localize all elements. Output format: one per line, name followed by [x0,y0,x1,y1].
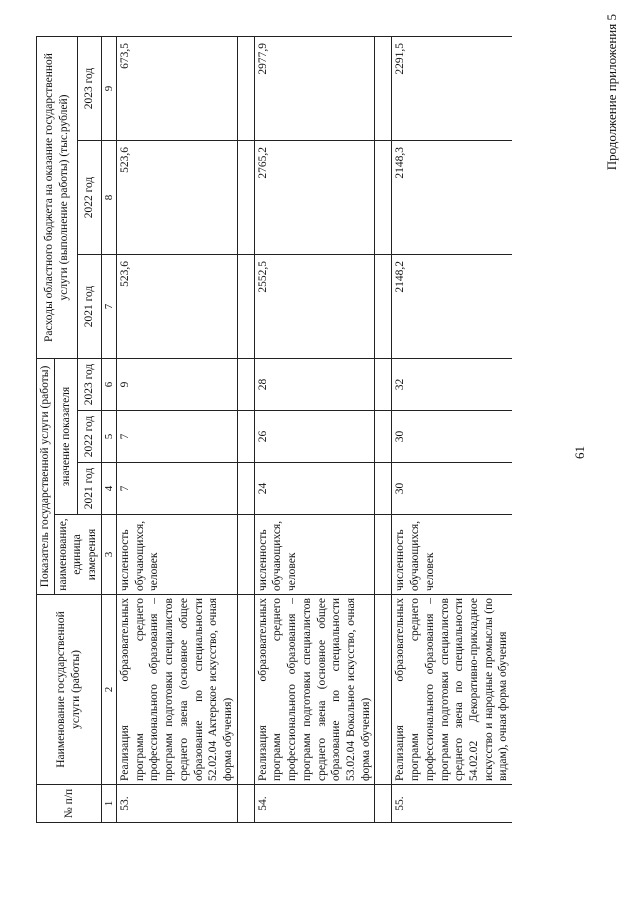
indicator-value-2022: 26 [254,411,375,463]
service-name: Реализация образовательных программ среднего профессионального образования – программ подготовки специалистов среднего звена (основное общее образование по специальности 53.02.04 Вокальное искусство, очная форма обучения) [254,595,375,785]
row-number: 54. [254,785,375,823]
budget-table [36,36,512,823]
budget-2022: 523,6 [116,141,237,255]
budget-2021: 2148,2 [392,255,512,359]
indicator-name: численность обучающихся, человек [254,515,375,595]
indicator-name: численность обучающихся, человек [392,515,512,595]
service-name: Реализация образовательных программ среднего профессионального образования – программ подготовки специалистов среднего звена по специальности 54.02.02 Декоративно-прикладное искусство и народные промыслы (по видам), очная форма обучения [392,595,512,785]
budget-2023: 2977,9 [254,37,375,141]
row-number: 55. [392,785,512,823]
column-number: 9 [101,37,116,141]
header-year: 2023 год [78,359,102,411]
column-number: 3 [101,515,116,595]
column-number: 7 [101,255,116,359]
indicator-value-2021: 7 [116,463,237,515]
header-indicator-group: Показатель государственной услуги (работы) [37,359,55,595]
service-name: Реализация образовательных программ среднего профессионального образования – программ подготовки специалистов среднего звена (основное общее образование по специальности 52.02.04 Актерское искусство, очная форма обучения) [116,595,237,785]
indicator-name: численность обучающихся, человек [116,515,237,595]
header-year: 2021 год [78,255,102,359]
continuation-label: Продолжение приложения 5 [604,14,619,171]
page-number: 61 [572,446,587,459]
indicator-value-2022: 30 [392,411,512,463]
indicator-value-2021: 24 [254,463,375,515]
column-number: 2 [101,595,116,785]
header-year: 2021 год [78,463,102,515]
table-row [254,37,375,823]
column-number: 5 [101,411,116,463]
header-year: 2022 год [78,411,102,463]
column-number: 8 [101,141,116,255]
budget-2022: 2148,3 [392,141,512,255]
header-indicator-name: наименование, единица измерения [54,515,101,595]
table-row [392,37,512,823]
column-number: 6 [101,359,116,411]
indicator-value-2023: 9 [116,359,237,411]
budget-2022: 2765,2 [254,141,375,255]
table-row [116,37,237,823]
budget-2021: 523,6 [116,255,237,359]
header-service: Наименование государственной услуги (работы) [37,595,102,785]
indicator-value-2023: 28 [254,359,375,411]
indicator-value-2023: 32 [392,359,512,411]
row-number: 53. [116,785,237,823]
header-budget-group: Расходы областного бюджета на оказание государственной услуги (выполнение работы) (тыс.рублей) [37,37,78,359]
indicator-value-2022: 7 [116,411,237,463]
budget-2023: 2291,5 [392,37,512,141]
header-no: № п/п [37,785,102,823]
budget-2021: 2552,5 [254,255,375,359]
budget-2023: 673,5 [116,37,237,141]
header-year: 2022 год [78,141,102,255]
column-number: 1 [101,785,116,823]
header-year: 2023 год [78,37,102,141]
column-number: 4 [101,463,116,515]
indicator-value-2021: 30 [392,463,512,515]
header-indicator-value: значение показателя [54,359,78,515]
